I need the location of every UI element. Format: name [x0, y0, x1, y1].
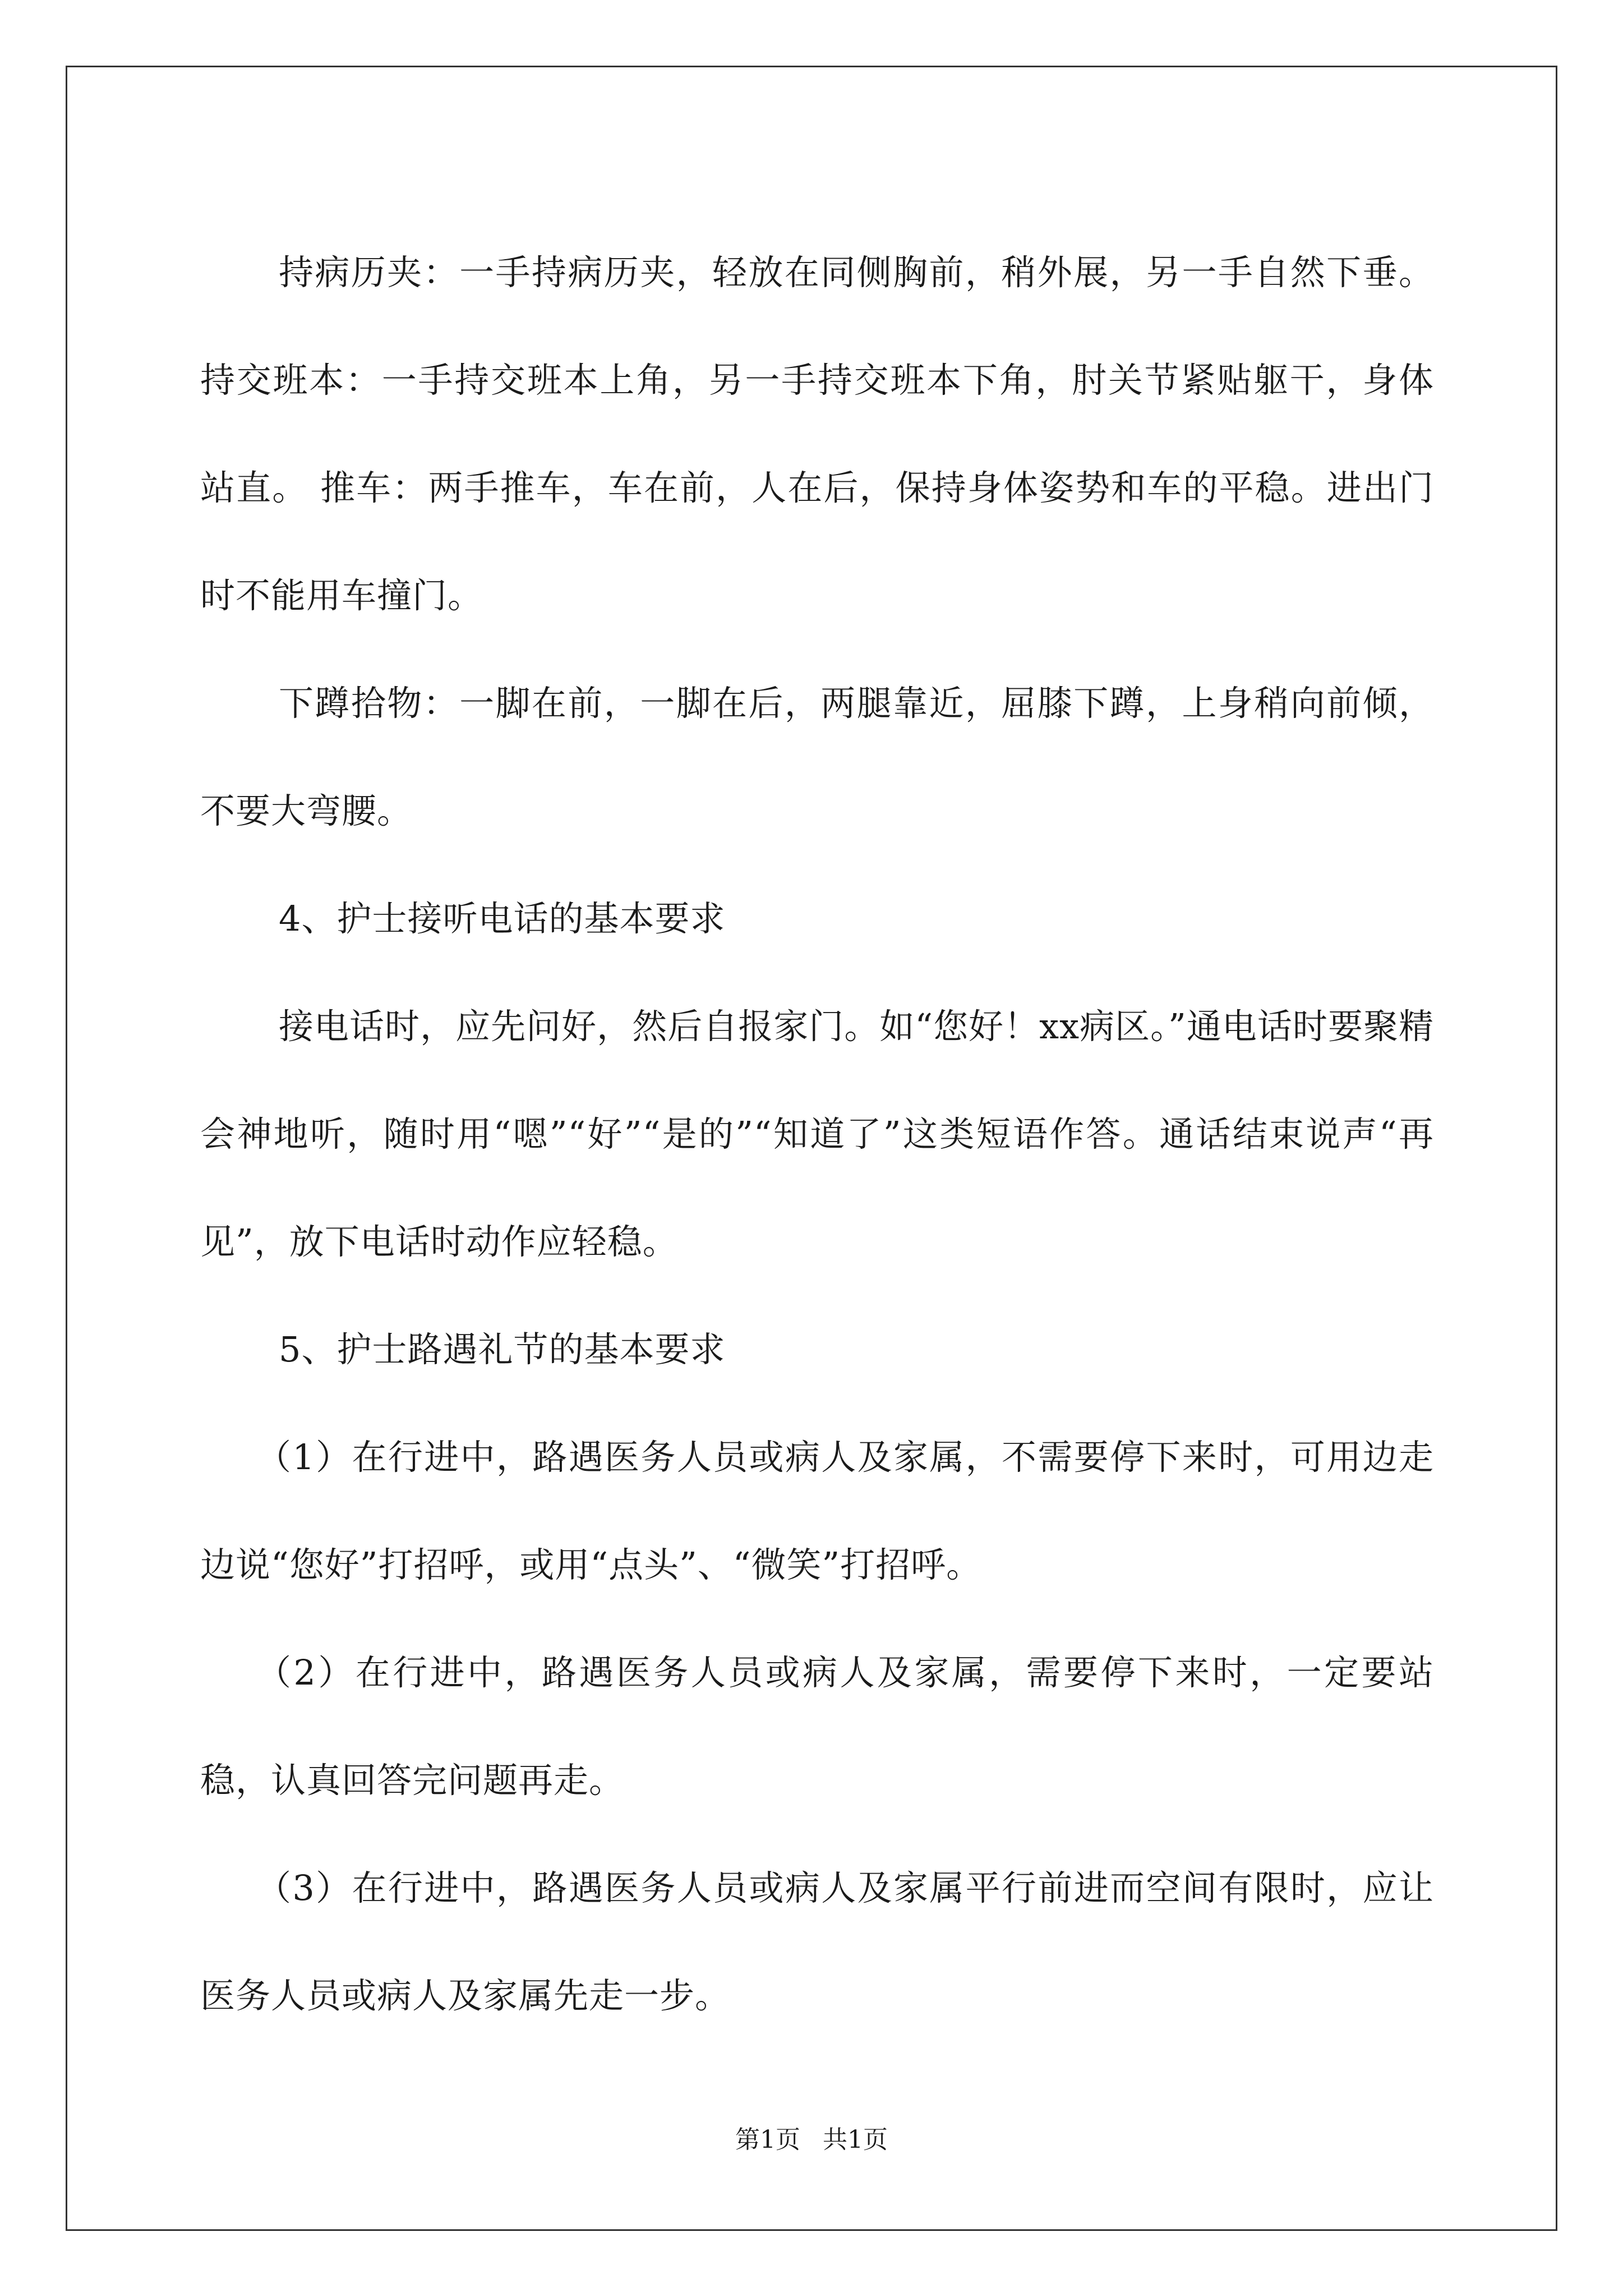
- paragraph-greeting-2: （2）在行进中，路遇医务人员或病人及家属，需要停下来时，一定要站稳，认真回答完问题再走。: [200, 1652, 1434, 1801]
- paragraph-squat-pickup: 下蹲拾物：一脚在前，一脚在后，两腿靠近，屈膝下蹲，上身稍向前倾，不要大弯腰。: [200, 683, 1434, 831]
- paragraph-holding-postures: 持病历夹：一手持病历夹，轻放在同侧胸前，稍外展，另一手自然下垂。 持交班本：一手持交班本上角，另一手持交班本下角，肘关节紧贴躯干，身体站直。 推车：两手推车，车在前，人在后，保持身体姿势和车的平稳。进出门时不能用车撞门。: [200, 252, 1434, 616]
- section-heading-greeting: 5、护士路遇礼节的基本要求: [279, 1329, 726, 1370]
- document-body: [200, 219, 1434, 2050]
- page-total: 共1页: [823, 2125, 888, 2154]
- page-number: 第1页: [735, 2125, 800, 2154]
- paragraph-phone-requirements: 接电话时，应先问好，然后自报家门。如“您好！xx病区。”通电话时要聚精会神地听，随时用“嗯”“好”“是的”“知道了”这类短语作答。通话结束说声“再见”，放下电话时动作应轻稳。: [200, 1006, 1434, 1262]
- page-footer: [0, 2123, 1623, 2157]
- section-heading-phone: 4、护士接听电话的基本要求: [279, 898, 726, 939]
- paragraph-greeting-3: （3）在行进中，路遇医务人员或病人及家属平行前进而空间有限时，应让医务人员或病人及家属先走一步。: [200, 1867, 1434, 2016]
- paragraph-greeting-1: （1）在行进中，路遇医务人员或病人及家属，不需要停下来时，可用边走边说“您好”打招呼，或用“点头”、“微笑”打招呼。: [200, 1437, 1434, 1585]
